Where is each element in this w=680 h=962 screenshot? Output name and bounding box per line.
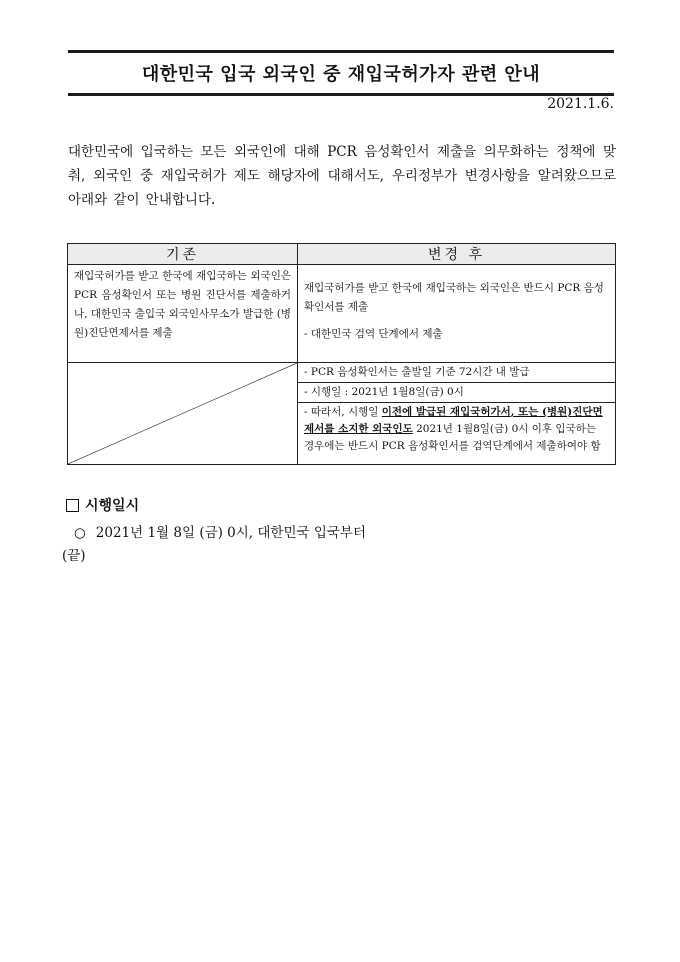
empty-diagonal-cell	[68, 363, 298, 465]
comparison-table	[67, 243, 616, 465]
end-mark: (끝)	[62, 548, 86, 564]
header-new: 변경 후	[298, 244, 616, 265]
new-policy-line-2: - 대한민국 검역 단계에서 제출	[304, 328, 443, 340]
new-policy-line-1: 재입국허가를 받고 한국에 재입국하는 외국인은 반드시 PCR 음성확인서를 제출	[304, 282, 604, 313]
title-box	[68, 50, 614, 96]
header-old: 기존	[68, 244, 298, 265]
note-3-prefix: - 따라서, 시행일	[304, 406, 382, 418]
document-title: 대한민국 입국 외국인 중 재입국허가자 관련 안내	[141, 64, 541, 85]
section-heading	[66, 495, 139, 515]
new-policy-cell	[298, 265, 616, 363]
document-date: 2021.1.6.	[547, 96, 614, 112]
note-row-1: - PCR 음성확인서는 출발일 기준 72시간 내 발급	[298, 363, 616, 383]
note-3-emphasis: 이전에 발급된 재입국허가서, 또는 (병원)진단면제서를 소지한 외국인도	[304, 406, 603, 435]
note-row-3	[298, 403, 616, 465]
old-policy-cell: 재입국허가를 받고 한국에 재입국하는 외국인은 PCR 음성확인서 또는 병원 진단서를 제출하거나, 대한민국 출입국 외국인사무소가 발급한 (병원)진단면제서를 제출	[68, 265, 298, 363]
section-heading-label: 시행일시	[85, 498, 140, 514]
section-item-text: 2021년 1월 8일 (금) 0시, 대한민국 입국부터	[95, 525, 367, 541]
checkbox-square-icon	[66, 499, 79, 512]
note-row-2: - 시행일 : 2021년 1월8일(금) 0시	[298, 383, 616, 403]
note-3-suffix: 2021년 1월8일(금) 0시 이후 입국하는 경우에는 반드시 PCR 음성확인서를 검역단계에서 제출하여야 함	[304, 423, 601, 452]
intro-paragraph: 대한민국에 입국하는 모든 외국인에 대해 PCR 음성확인서 제출을 의무화하는 정책에 맞춰, 외국인 중 재입국허가 제도 해당자에 대해서도, 우리정부가 변경사항을 알려왔으므로 아래와 같이 안내합니다.	[68, 144, 616, 208]
circle-bullet-icon: ○	[74, 525, 86, 541]
section-item	[74, 521, 366, 541]
diagonal-line	[68, 363, 297, 464]
